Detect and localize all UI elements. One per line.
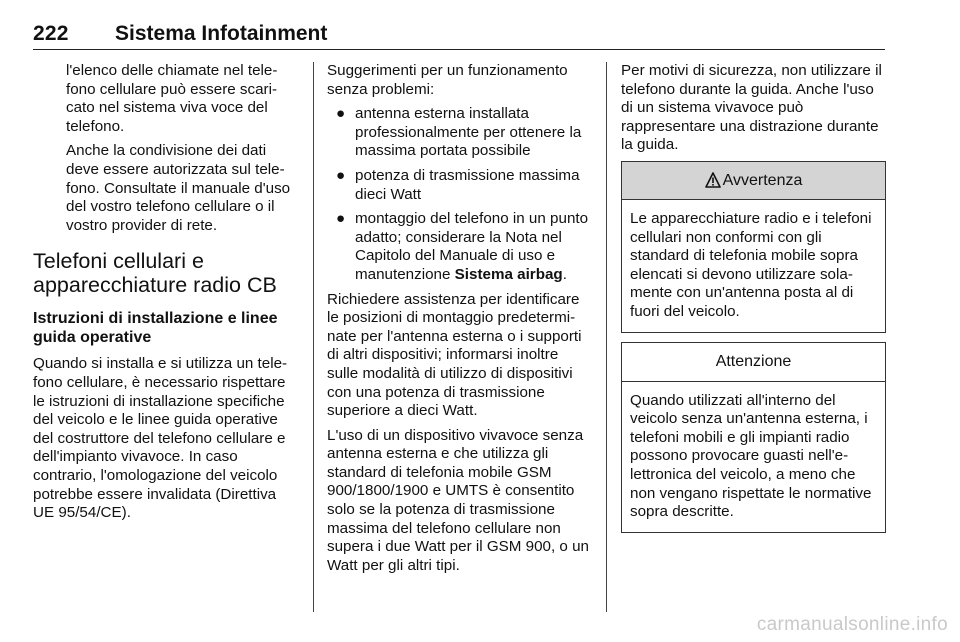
safety-paragraph: Per motivi di sicurezza, non utilizzare il telefono durante la guida. Anche l'uso di un sistema vivavoce può rappresentare una distrazione durante la guida. [621,62,882,154]
tips-intro: Suggerimenti per un funzionamento senza problemi: [327,62,568,98]
body-paragraph: Quando si installa e si utilizza un telefono cellulare, è necessario rispettare le istruzioni di installazione specifiche del veicolo e le linee guida operative del costruttore del telefono cellulare e dell'impianto vivavoce. In caso contrario, l'omologazione del veicolo potrebbe essere invalidata (Direttiva UE 95/54/CE). [33,355,288,522]
intro-paragraph-2: Anche la condivisione dei dati deve essere autorizzata sul telefono. Consultate il manuale d'uso del vostro telefono cellulare o il vostro provider di rete. [66,142,291,234]
warning-triangle-icon [705,165,721,202]
list-item-end: . [562,265,567,283]
header-rule [33,49,885,50]
warning-text: Le apparecchiature radio e i telefoni cellulari non conformi con gli standard di telefonia mobile sopra elencati si devono utilizzare solamente con un'antenna posta al di fuori del veicolo. [630,209,872,320]
caution-text: Quando utilizzati all'interno del veicolo senza un'antenna esterna, i telefoni mobili e gli impianti radio possono provocare guasti nell'elettronica del veicolo, a meno che non vengano rispettate le normative sopra descritte. [630,391,872,521]
bullet-icon: ● [336,105,346,123]
bullet-icon: ● [336,210,346,228]
caution-title: Attenzione [622,343,885,382]
page-number: 222 [33,22,69,45]
warning-title: Avvertenza [722,171,803,189]
column-divider-2 [606,62,607,612]
handsfree-paragraph: L'uso di un dispositivo vivavoce senza antenna esterna e che utilizza gli standard di telefonia mobile GSM 900/1800/1900 e UMTS è consentito solo se la potenza di trasmissione massima del telefono cellulare non supera i due Watt per il GSM 900, o un Watt per gli altri tipi. [327,426,589,574]
column-middle [327,62,590,581]
cross-reference: Sistema airbag [454,265,563,283]
tips-list [327,105,590,284]
column-left [33,62,299,529]
subheading: Istruzioni di installazione e linee guida operative [33,310,278,347]
column-divider-1 [313,62,314,612]
page-header [33,22,885,52]
column-right [621,62,886,533]
intro-paragraph-1: l'elenco delle chiamate nel telefono cellulare può essere scaricato nel sistema viva voce del telefono. [66,62,278,135]
assistance-paragraph: Richiedere assistenza per identificare le posizioni di montaggio predeterminate per l'antenna esterna o i supporti di altri dispositivi; informarsi inoltre sulle modalità di utilizzo di dispositivi con una potenza di trasmissione superiore a dieci Watt. [327,290,582,420]
section-title: Sistema Infotainment [115,22,328,45]
warning-header [622,162,885,200]
list-item [327,105,590,161]
list-item-text: montaggio del telefono in un punto adatto; considerare la Nota nel Capitolo del Manuale di uso e manutenzione [355,210,589,283]
watermark: carmanualsonline.info [756,614,948,635]
caution-box [621,342,886,533]
bullet-icon: ● [336,166,346,184]
warning-box [621,161,886,333]
chapter-heading: Telefoni cellulari e apparecchiature radio CB [33,249,277,298]
list-item [327,210,590,284]
list-item [327,167,590,204]
list-item-text: antenna esterna installata professionalmente per ottenere la massima portata possibile [355,105,582,160]
list-item-text: potenza di trasmissione massima dieci Watt [355,166,580,203]
